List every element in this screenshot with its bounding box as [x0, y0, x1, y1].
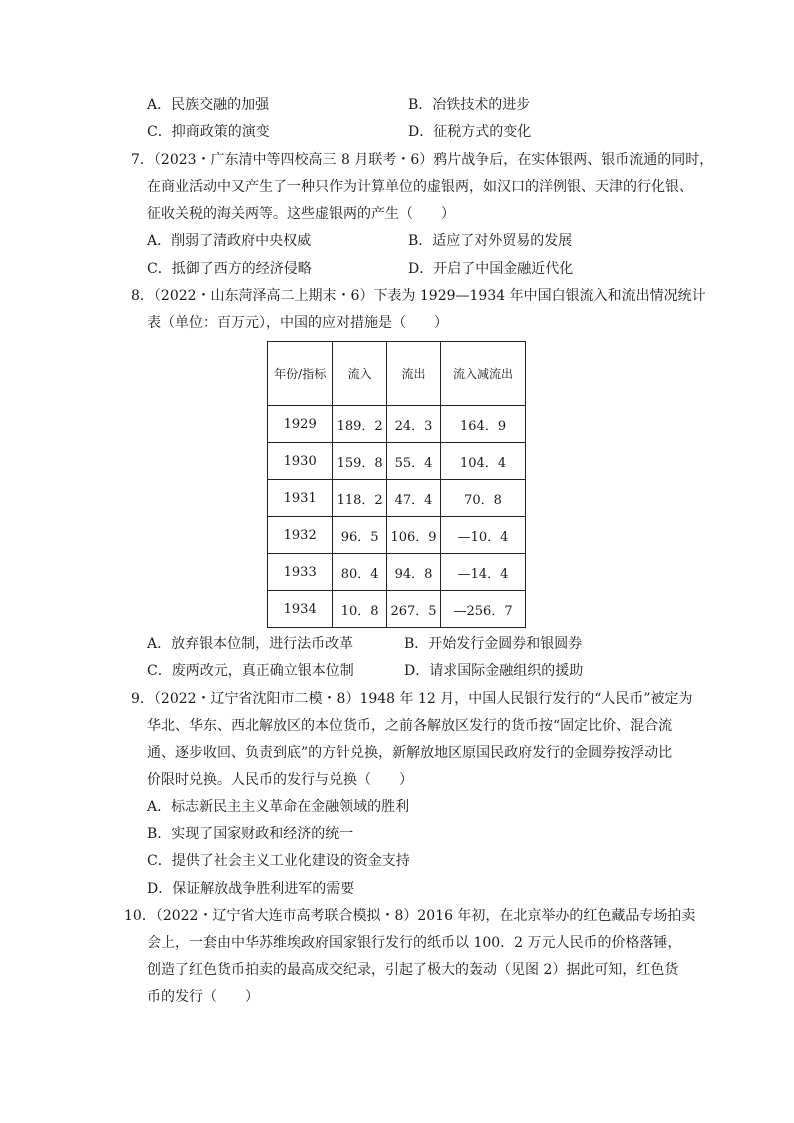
- table-cell: 159．8: [333, 443, 386, 480]
- table-header-row: [268, 342, 526, 406]
- table-cell: 1934: [268, 591, 333, 628]
- table-row: [268, 591, 526, 628]
- table-cell: 1929: [268, 406, 333, 443]
- q8-option-d: D．请求国际金融组织的援助: [404, 663, 584, 679]
- table-row: [268, 480, 526, 517]
- q6-option-a: A．民族交融的加强: [147, 97, 270, 113]
- q9-stem-line-2: 华北、华东、西北解放区的本位货币，之前各解放区发行的货币按“固定比价、混合流: [147, 718, 673, 734]
- table-cell: 1933: [268, 554, 333, 591]
- table-cell: 55．4: [386, 443, 440, 480]
- q9-option-d: D．保证解放战争胜利进军的需要: [147, 881, 355, 897]
- q6-option-d: D．征税方式的变化: [408, 124, 532, 140]
- table-cell: 70．8: [441, 480, 526, 517]
- q9-option-a: A．标志新民主主义革命在金融领域的胜利: [147, 799, 410, 815]
- q7-stem-line-3: 征收关税的海关两等。这些虚银两的产生（ ）: [147, 206, 455, 222]
- table-cell: 10．8: [333, 591, 386, 628]
- table-cell: 1931: [268, 480, 333, 517]
- table-cell: —14．4: [441, 554, 526, 591]
- table-cell: 164．9: [441, 406, 526, 443]
- q9-stem-line-1: 9．（2022・辽宁省沈阳市二模・8）1948 年 12 月，中国人民银行发行的“人民币”被定为: [131, 691, 693, 707]
- q6-options-row-2: [147, 122, 667, 142]
- table-header-inflow: 流入: [333, 342, 386, 406]
- q10-stem-line-1: 10．（2022・辽宁省大连市高考联合模拟・8）2016 年初，在北京举办的红色藏品专场拍卖: [124, 908, 696, 924]
- table-cell: 94．8: [386, 554, 440, 591]
- table-cell: 104．4: [441, 443, 526, 480]
- table-row: [268, 517, 526, 554]
- table-header-year: 年份/指标: [268, 342, 333, 406]
- q6-option-b: B．冶铁技术的进步: [408, 97, 531, 113]
- table-cell: 96．5: [333, 517, 386, 554]
- table-cell: 1930: [268, 443, 333, 480]
- q10-stem-line-3: 创造了红色货币拍卖的最高成交纪录，引起了极大的轰动（见图 2）据此可知，红色货: [147, 962, 679, 978]
- q6-options-row-1: [147, 95, 667, 115]
- table-cell: 106．9: [386, 517, 440, 554]
- q6-option-c: C．抑商政策的演变: [147, 124, 270, 140]
- q9-option-c: C．提供了社会主义工业化建设的资金支持: [147, 853, 410, 869]
- table-cell: 189．2: [333, 406, 386, 443]
- silver-flow-table: [267, 341, 526, 628]
- table-row: [268, 554, 526, 591]
- q8-stem-line-2: 表（单位：百万元），中国的应对措施是（ ）: [147, 315, 448, 331]
- table-row: [268, 443, 526, 480]
- table-cell: —256．7: [441, 591, 526, 628]
- q10-stem-line-2: 会上，一套由中华苏维埃政府国家银行发行的纸币以 100．2 万元人民币的价格落锤，: [147, 935, 682, 951]
- q7-options-row-2: [147, 259, 667, 279]
- table-cell: —10．4: [441, 517, 526, 554]
- table-cell: 267．5: [386, 591, 440, 628]
- q9-stem-line-3: 通、逐步收回、负责到底”的方针兑换，新解放地区原国民政府发行的金圆券按浮动比: [147, 745, 673, 761]
- q8-options-row-1: [147, 634, 667, 654]
- table-header-net: 流入减流出: [441, 342, 526, 406]
- q8-option-b: B．开始发行金圆券和银圆券: [404, 636, 583, 652]
- q8-stem-line-1: 8．（2022・山东菏泽高二上期末・6）下表为 1929—1934 年中国白银流入和流出情况统计: [131, 288, 706, 304]
- q8-option-a: A．放弃银本位制，进行法币改革: [147, 636, 354, 652]
- table-cell: 47．4: [386, 480, 440, 517]
- table-cell: 24．3: [386, 406, 440, 443]
- table-cell: 80．4: [333, 554, 386, 591]
- q7-stem-line-1: 7．（2023・广东清中等四校高三 8 月联考・6）鸦片战争后，在实体银两、银币流通的同时，: [131, 152, 714, 168]
- q10-stem-line-4: 币的发行（ ）: [147, 989, 259, 1005]
- q7-option-b: B．适应了对外贸易的发展: [408, 233, 573, 249]
- q9-stem-line-4: 价限时兑换。人民币的发行与兑换（ ）: [147, 772, 413, 788]
- table-row: [268, 406, 526, 443]
- q7-option-d: D．开启了中国金融近代化: [408, 261, 574, 277]
- q9-option-b: B．实现了国家财政和经济的统一: [147, 826, 354, 842]
- q7-options-row-1: [147, 231, 667, 251]
- q7-option-a: A．削弱了清政府中央权威: [147, 233, 312, 249]
- q8-options-row-2: [147, 661, 667, 681]
- q7-stem-line-2: 在商业活动中又产生了一种只作为计算单位的虚银两，如汉口的洋例银、天津的行化银、: [147, 179, 693, 195]
- q7-option-c: C．抵御了西方的经济侵略: [147, 261, 312, 277]
- table-cell: 118．2: [333, 480, 386, 517]
- table-header-outflow: 流出: [386, 342, 440, 406]
- q8-option-c: C．废两改元，真正确立银本位制: [147, 663, 354, 679]
- table-cell: 1932: [268, 517, 333, 554]
